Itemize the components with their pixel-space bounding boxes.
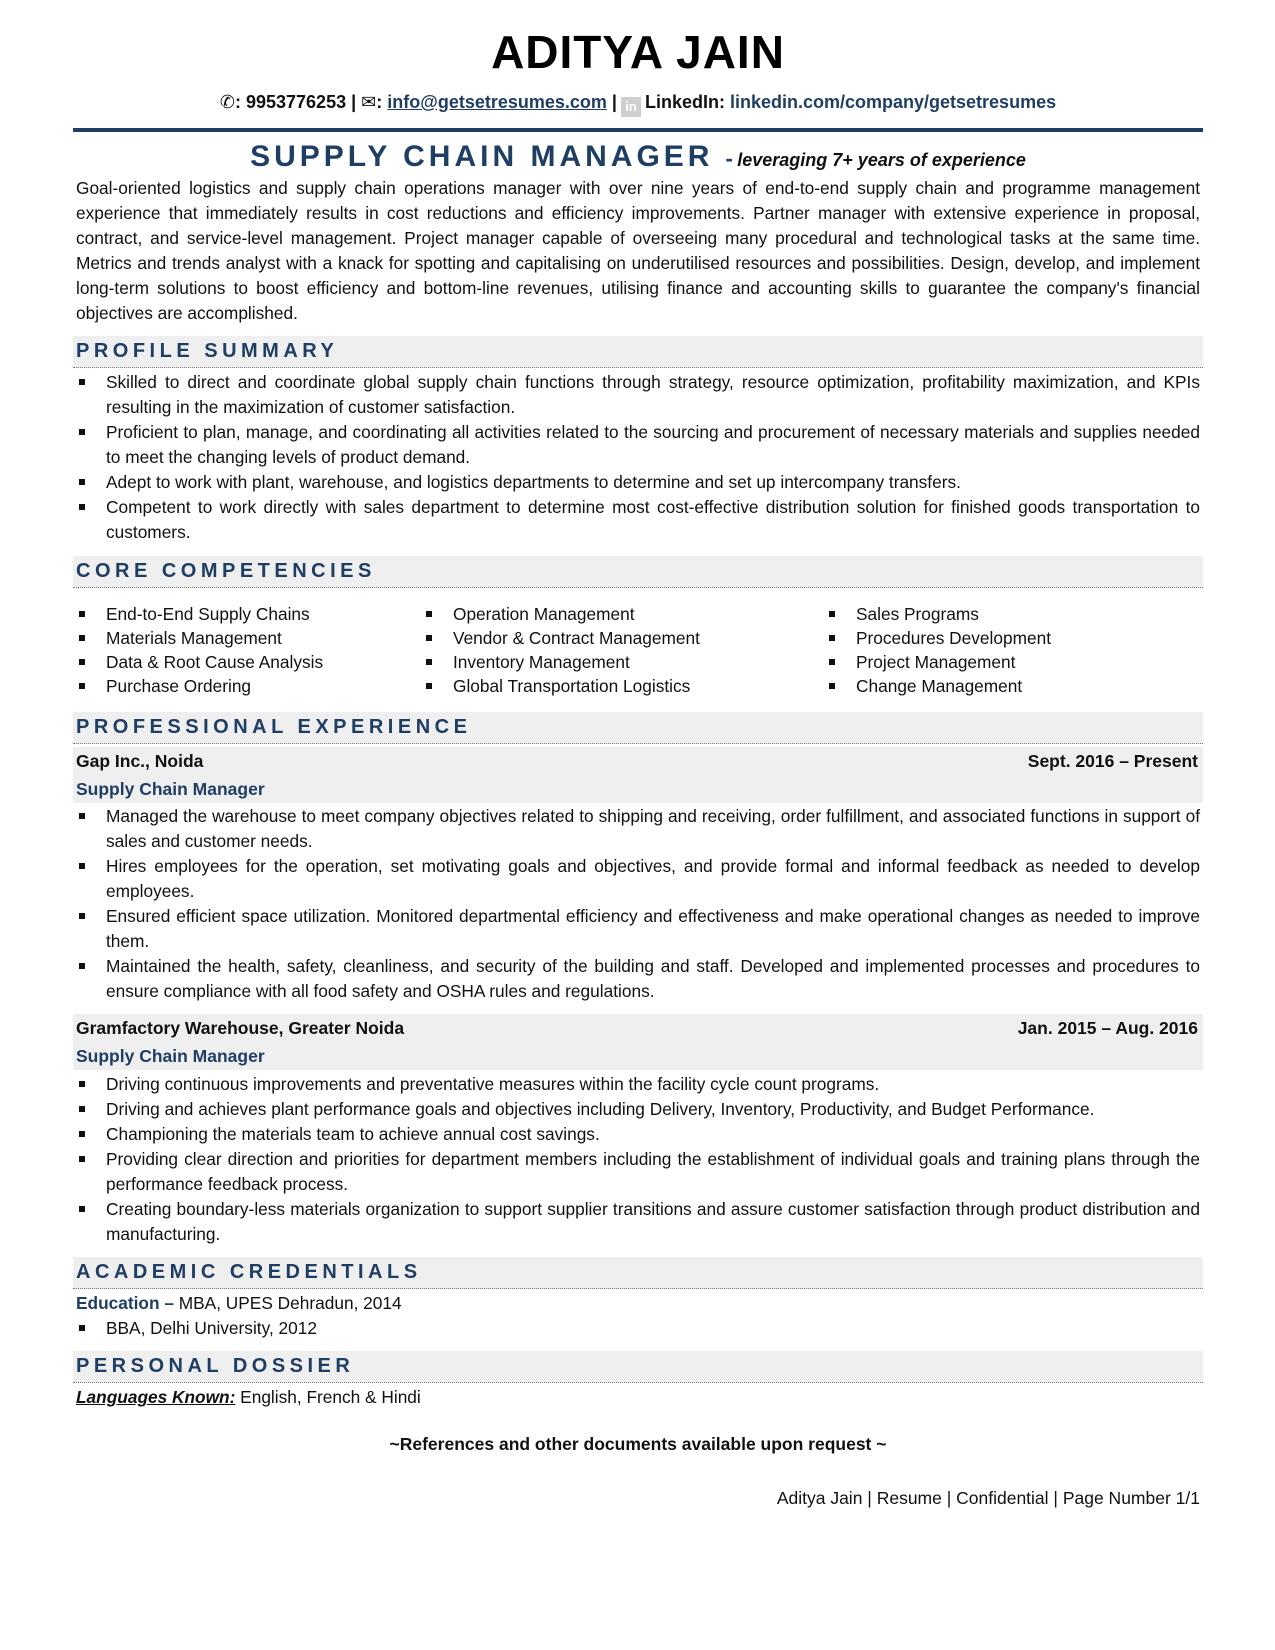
job-bullets xyxy=(73,804,1203,1004)
resume-page xyxy=(73,0,1203,1509)
section-heading-core-competencies: CORE COMPETENCIES xyxy=(73,556,1203,588)
list-item: Project Management xyxy=(826,650,1196,674)
linkedin-label: LinkedIn: xyxy=(644,92,725,112)
email-link[interactable]: info@getsetresumes.com xyxy=(387,92,607,112)
list-item: Driving continuous improvements and preventative measures within the facility cycle count programs. xyxy=(76,1072,1200,1097)
list-item: Hires employees for the operation, set motivating goals and objectives, and provide formal and informal feedback as needed to develop employees. xyxy=(76,854,1200,904)
competencies-column-2 xyxy=(423,602,826,698)
page-footer: Aditya Jain | Resume | Confidential | Page Number 1/1 xyxy=(776,1488,1200,1508)
education-line xyxy=(73,1291,1203,1316)
separator: | xyxy=(611,92,617,112)
list-item: Competent to work directly with sales department to determine most cost-effective distribution solution for finished goods transportation to customers. xyxy=(76,495,1200,545)
list-item: Managed the warehouse to meet company objectives related to shipping and receiving, order fulfillment, and associated functions in support of sales and customer needs. xyxy=(76,804,1200,854)
list-item: Change Management xyxy=(826,674,1196,698)
job-header xyxy=(73,747,1203,775)
section-heading-professional-experience: PROFESSIONAL EXPERIENCE xyxy=(73,712,1203,744)
list-item: Ensured efficient space utilization. Monitored departmental efficiency and effectiveness and make operational changes as needed to improve them. xyxy=(76,904,1200,954)
list-item: Proficient to plan, manage, and coordinating all activities related to the sourcing and procurement of necessary materials and supplies needed to meet the changing levels of product demand. xyxy=(76,420,1200,470)
list-item: Sales Programs xyxy=(826,602,1196,626)
section-heading-academic-credentials: ACADEMIC CREDENTIALS xyxy=(73,1257,1203,1289)
list-item: Operation Management xyxy=(423,602,826,626)
phone-icon: ✆ xyxy=(219,92,235,112)
education-list xyxy=(73,1316,1203,1341)
education-value: MBA, UPES Dehradun, 2014 xyxy=(173,1293,402,1313)
job-dates: Sept. 2016 – Present xyxy=(1027,751,1198,771)
job-role: Supply Chain Manager xyxy=(73,775,1203,803)
email-colon: : xyxy=(376,92,383,112)
education-label: Education – xyxy=(76,1293,174,1313)
list-item: Inventory Management xyxy=(423,650,826,674)
list-item: BBA, Delhi University, 2012 xyxy=(76,1316,1200,1341)
job-header xyxy=(73,1014,1203,1042)
references-note: ~References and other documents available upon request ~ xyxy=(389,1434,887,1454)
candidate-name: ADITYA JAIN xyxy=(491,26,785,78)
linkedin-link[interactable]: linkedin.com/company/getsetresumes xyxy=(729,92,1057,112)
competencies-column-3 xyxy=(826,602,1196,698)
company-name: Gramfactory Warehouse, Greater Noida xyxy=(76,1018,405,1038)
languages-line xyxy=(73,1385,1203,1410)
title-subtitle: leveraging 7+ years of experience xyxy=(737,150,1026,170)
header-divider xyxy=(73,128,1203,132)
job-role: Supply Chain Manager xyxy=(73,1042,1203,1070)
intro-paragraph: Goal-oriented logistics and supply chain operations manager with over nine years of end-to-end supply chain and programme management experience that immediately results in cost reductions and efficiency improvements. Partner manager with extensive experience in proposal, contract, and service-level management. Project manager capable of overseeing many procedural and technological tasks at the same time. Metrics and trends analyst with a knack for spotting and capitalising on underutilised resources and possibilities. Design, develop, and implement long-term solutions to boost efficiency and bottom-line revenues, utilising finance and accounting skills to guarantee the company's financial objectives are accomplished. xyxy=(76,178,1200,323)
list-item: Materials Management xyxy=(76,626,423,650)
title-dash: - xyxy=(725,146,733,171)
list-item: Driving and achieves plant performance goals and objectives including Delivery, Inventory, Productivity, and Budget Performance. xyxy=(76,1097,1200,1122)
job-dates: Jan. 2015 – Aug. 2016 xyxy=(1017,1018,1198,1038)
company-name: Gap Inc., Noida xyxy=(76,751,204,771)
linkedin-icon: in xyxy=(621,97,641,117)
headline xyxy=(73,138,1203,176)
list-item: Purchase Ordering xyxy=(76,674,423,698)
list-item: Championing the materials team to achieve annual cost savings. xyxy=(76,1122,1200,1147)
competencies-grid xyxy=(73,602,1203,698)
list-item: Providing clear direction and priorities for department members including the establishment of individual goals and training plans through the performance feedback process. xyxy=(76,1147,1200,1197)
separator: | xyxy=(351,92,357,112)
list-item: Skilled to direct and coordinate global supply chain functions through strategy, resource optimization, profitability maximization, and KPIs resulting in the maximization of customer satisfaction. xyxy=(76,370,1200,420)
competencies-column-1 xyxy=(76,602,423,698)
list-item: End-to-End Supply Chains xyxy=(76,602,423,626)
list-item: Vendor & Contract Management xyxy=(423,626,826,650)
envelope-icon: ✉ xyxy=(361,92,377,112)
job-title: SUPPLY CHAIN MANAGER xyxy=(250,140,714,173)
languages-label: Languages Known: xyxy=(76,1387,236,1407)
job-bullets xyxy=(73,1072,1203,1247)
languages-value: English, French & Hindi xyxy=(235,1387,421,1407)
list-item: Procedures Development xyxy=(826,626,1196,650)
phone-number: : 9953776253 xyxy=(234,92,347,112)
list-item: Maintained the health, safety, cleanliness, and security of the building and staff. Developed and implemented processes and procedures to ensure compliance with all food safety and OSHA rules and regulations. xyxy=(76,954,1200,1004)
list-item: Data & Root Cause Analysis xyxy=(76,650,423,674)
profile-summary-list xyxy=(73,370,1203,545)
section-heading-personal-dossier: PERSONAL DOSSIER xyxy=(73,1351,1203,1383)
list-item: Creating boundary-less materials organization to support supplier transitions and assure customer satisfaction through product distribution and manufacturing. xyxy=(76,1197,1200,1247)
list-item: Global Transportation Logistics xyxy=(423,674,826,698)
contact-line xyxy=(73,90,1203,114)
list-item: Adept to work with plant, warehouse, and logistics departments to determine and set up intercompany transfers. xyxy=(76,470,1200,495)
section-heading-profile-summary: PROFILE SUMMARY xyxy=(73,336,1203,368)
